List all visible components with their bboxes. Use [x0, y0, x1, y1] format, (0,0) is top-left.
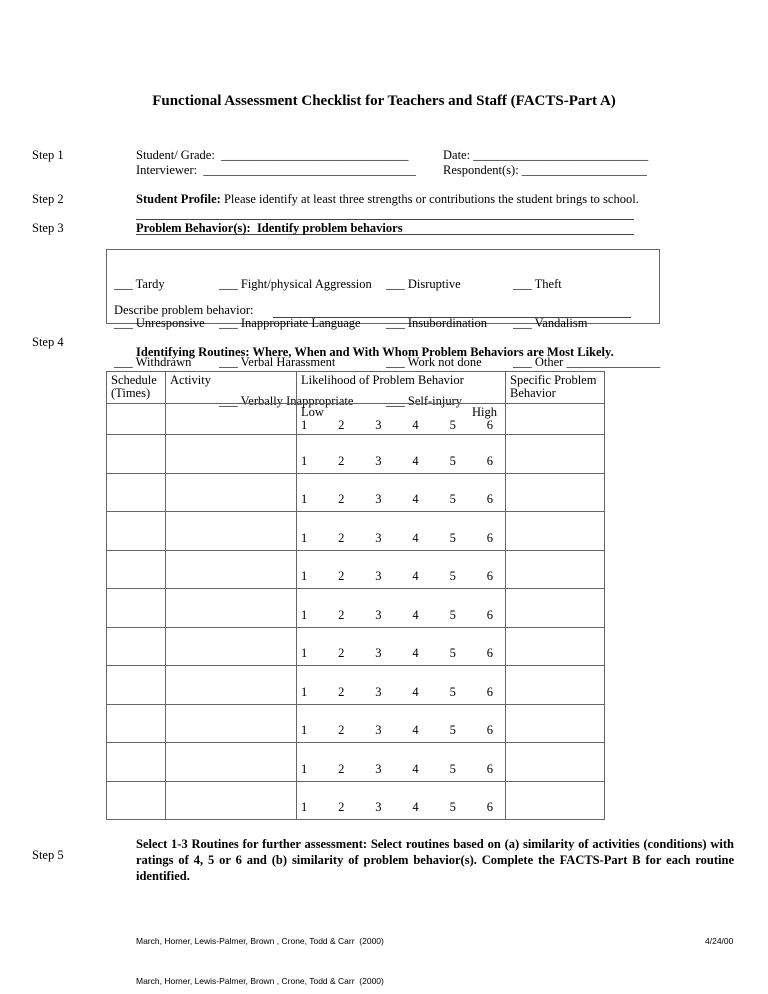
likelihood-rating-cell [297, 627, 506, 666]
rating-option[interactable]: 1 [301, 492, 308, 506]
rating-option[interactable]: 5 [449, 723, 456, 737]
behavior-item[interactable]: ___ Other _______________ [513, 355, 661, 369]
rating-option[interactable]: 2 [338, 761, 345, 776]
header-schedule: Schedule (Times) [107, 372, 166, 404]
rating-option[interactable]: 5 [449, 453, 456, 468]
rating-option[interactable]: 1 [301, 646, 308, 660]
rating-option[interactable]: 3 [375, 684, 382, 699]
rating-option[interactable]: 4 [412, 761, 419, 776]
rating-option[interactable]: 3 [375, 607, 382, 622]
high-label: High [472, 405, 497, 419]
rating-option[interactable]: 1 [301, 800, 308, 814]
behavior-item[interactable]: ___ Vandalism [513, 316, 588, 330]
page-title: Functional Assessment Checklist for Teachers and Staff (FACTS-Part A) [152, 93, 616, 109]
schedule-cell[interactable] [107, 550, 166, 589]
activity-cell[interactable] [166, 589, 297, 628]
rating-option[interactable]: 3 [375, 530, 382, 545]
rating-option[interactable]: 3 [375, 569, 382, 583]
rating-1: 1 [301, 418, 308, 432]
schedule-cell[interactable] [107, 704, 166, 743]
footer-citation: March, Horner, Lewis-Palmer, Brown , Crone, Todd & Carr (2000) [136, 936, 384, 946]
rating-option[interactable]: 4 [412, 646, 419, 660]
rating-option[interactable]: 4 [412, 569, 419, 583]
schedule-cell[interactable] [107, 404, 166, 435]
student-profile-text: Please identify at least three strengths or contributions the student brings to school. [220, 192, 639, 206]
step-2-label: Step 2 [32, 192, 64, 206]
rating-option[interactable]: 5 [449, 646, 456, 660]
rating-option[interactable]: 2 [338, 646, 345, 660]
table-row [107, 781, 605, 820]
rating-option[interactable]: 3 [375, 453, 382, 468]
schedule-cell[interactable] [107, 589, 166, 628]
schedule-cell[interactable] [107, 435, 166, 474]
problem-behaviors-label: Problem Behavior(s) [136, 221, 247, 235]
rating-option[interactable]: 6 [486, 453, 493, 468]
rating-option[interactable]: 4 [412, 453, 419, 468]
rating-option[interactable]: 2 [338, 684, 345, 699]
schedule-cell[interactable] [107, 627, 166, 666]
rating-option[interactable]: 1 [301, 723, 308, 737]
rating-option[interactable]: 4 [412, 607, 419, 622]
activity-cell[interactable] [166, 512, 297, 551]
behavior-item[interactable]: ___ Verbally Inappropriate [219, 394, 354, 408]
activity-cell[interactable] [166, 781, 297, 820]
scale-row [107, 404, 605, 435]
student-profile-prompt [136, 192, 639, 207]
footer-date: 4/24/00 [705, 936, 734, 946]
rating-option[interactable]: 1 [301, 684, 308, 699]
table-header-row [107, 372, 605, 404]
problem-behaviors-instruction: : Identify problem behaviors [246, 221, 403, 235]
routines-heading: Identifying Routines: Where, When and With Whom Problem Behaviors are Most Likely. [136, 345, 614, 359]
rating-option[interactable]: 2 [338, 530, 345, 545]
date-field[interactable]: Date: ____________________________ [443, 148, 649, 162]
activity-cell[interactable] [166, 704, 297, 743]
behavior-item[interactable]: ___ Verbal Harassment [219, 355, 336, 369]
behavior-item[interactable]: ___ Unresponsive [114, 316, 205, 330]
table-row [107, 512, 605, 551]
rating-option[interactable]: 3 [375, 723, 382, 737]
activity-cell[interactable] [166, 743, 297, 782]
step-5-instructions: Select 1-3 Routines for further assessment: Select routines based on (a) similarity of activities (conditions) with ratings of 4, 5 or 6 and (b) similarity of problem behavior(s). Complete the FACTS-Part B for each routine identified. [136, 837, 734, 883]
respondent-field[interactable]: Respondent(s): ____________________ [443, 163, 647, 177]
likelihood-rating-cell [297, 781, 506, 820]
rating-5: 5 [449, 418, 456, 432]
specific-behavior-cell[interactable] [506, 404, 605, 435]
rating-option[interactable]: 6 [486, 646, 493, 660]
rating-option[interactable]: 2 [338, 569, 345, 583]
behavior-item[interactable]: ___ Insubordination [386, 316, 488, 330]
likelihood-rating-cell [297, 435, 506, 474]
describe-behavior-label: Describe problem behavior: [114, 303, 254, 317]
problem-behaviors-heading [136, 221, 403, 236]
behavior-item[interactable]: ___ Theft [513, 277, 562, 291]
rating-option[interactable]: 4 [412, 723, 419, 737]
behavior-item[interactable]: ___ Fight/physical Aggression [219, 277, 372, 291]
schedule-cell[interactable] [107, 743, 166, 782]
schedule-cell[interactable] [107, 473, 166, 512]
activity-cell[interactable] [166, 627, 297, 666]
step-4-label: Step 4 [32, 335, 64, 349]
table-row [107, 666, 605, 705]
rating-option[interactable]: 1 [301, 530, 308, 545]
likelihood-rating-cell [297, 473, 506, 512]
rating-option[interactable]: 2 [338, 800, 345, 814]
schedule-cell[interactable] [107, 666, 166, 705]
likelihood-rating-cell [297, 589, 506, 628]
table-row [107, 435, 605, 474]
activity-cell[interactable] [166, 404, 297, 435]
rating-option[interactable]: 6 [486, 761, 493, 776]
rating-option[interactable]: 6 [486, 492, 493, 506]
activity-cell[interactable] [166, 473, 297, 512]
activity-cell[interactable] [166, 550, 297, 589]
header-activity: Activity [166, 372, 297, 404]
likelihood-scale-legend [297, 404, 506, 435]
step-5-label: Step 5 [32, 848, 64, 862]
rating-option[interactable]: 5 [449, 530, 456, 545]
rating-option[interactable]: 2 [338, 607, 345, 622]
rating-4: 4 [412, 418, 419, 432]
footer-citation-2: March, Horner, Lewis-Palmer, Brown , Crone, Todd & Carr (2000) [136, 976, 384, 986]
rating-option[interactable]: 3 [375, 761, 382, 776]
specific-behavior-cell[interactable] [506, 666, 605, 705]
rating-option[interactable]: 6 [486, 800, 493, 814]
header-specific-behavior: Specific Problem Behavior [506, 372, 605, 404]
likelihood-rating-cell [297, 704, 506, 743]
rating-option[interactable]: 3 [375, 492, 382, 506]
behavior-item[interactable]: ___ Inappropriate Language [219, 316, 361, 330]
student-profile-label: Student Profile: [136, 192, 221, 206]
rating-option[interactable]: 2 [338, 453, 345, 468]
rating-2: 2 [338, 418, 345, 432]
rating-option[interactable]: 1 [301, 761, 308, 776]
rating-option[interactable]: 2 [338, 492, 345, 506]
rating-option[interactable]: 6 [486, 607, 493, 622]
step-3-label: Step 3 [32, 221, 64, 235]
rating-option[interactable]: 3 [375, 646, 382, 660]
describe-behavior-line[interactable] [273, 317, 631, 318]
rating-option[interactable]: 1 [301, 569, 308, 583]
rating-option[interactable]: 6 [486, 684, 493, 699]
specific-behavior-cell[interactable] [506, 550, 605, 589]
specific-behavior-cell[interactable] [506, 512, 605, 551]
rating-option[interactable]: 6 [486, 569, 493, 583]
table-row [107, 743, 605, 782]
rating-option[interactable]: 1 [301, 607, 308, 622]
rating-option[interactable]: 2 [338, 723, 345, 737]
likelihood-rating-cell [297, 512, 506, 551]
behavior-item[interactable]: ___ Tardy [114, 277, 165, 291]
table-row [107, 473, 605, 512]
rating-option[interactable]: 6 [486, 530, 493, 545]
rating-option[interactable]: 5 [449, 684, 456, 699]
table-row [107, 704, 605, 743]
rating-option[interactable]: 5 [449, 761, 456, 776]
rating-option[interactable]: 4 [412, 492, 419, 506]
specific-behavior-cell[interactable] [506, 627, 605, 666]
behavior-item[interactable]: ___ Self-injury [386, 394, 463, 408]
specific-behavior-cell[interactable] [506, 473, 605, 512]
likelihood-rating-cell [297, 743, 506, 782]
rating-option[interactable]: 5 [449, 569, 456, 583]
routines-table [106, 371, 605, 820]
specific-behavior-cell[interactable] [506, 704, 605, 743]
activity-cell[interactable] [166, 435, 297, 474]
rating-option[interactable]: 1 [301, 453, 308, 468]
interviewer-field[interactable]: Interviewer: __________________________________ [136, 163, 416, 177]
rating-3: 3 [375, 418, 382, 432]
specific-behavior-cell[interactable] [506, 435, 605, 474]
specific-behavior-cell[interactable] [506, 781, 605, 820]
behavior-item[interactable]: ___ Work not done [386, 355, 482, 369]
rating-option[interactable]: 5 [449, 800, 456, 814]
table-row [107, 589, 605, 628]
rating-option[interactable]: 3 [375, 800, 382, 814]
table-row [107, 627, 605, 666]
specific-behavior-cell[interactable] [506, 743, 605, 782]
header-likelihood: Likelihood of Problem Behavior [297, 372, 506, 404]
activity-cell[interactable] [166, 666, 297, 705]
schedule-cell[interactable] [107, 512, 166, 551]
rating-6: 6 [486, 418, 493, 432]
rating-option[interactable]: 4 [412, 684, 419, 699]
profile-line-1[interactable] [136, 219, 634, 220]
low-label: Low [301, 405, 324, 419]
rating-option[interactable]: 6 [486, 723, 493, 737]
rating-option[interactable]: 5 [449, 492, 456, 506]
student-grade-field[interactable]: Student/ Grade: ______________________________ [136, 148, 409, 162]
rating-option[interactable]: 5 [449, 607, 456, 622]
behavior-item[interactable]: ___ Disruptive [386, 277, 461, 291]
step-1-label: Step 1 [32, 148, 64, 162]
specific-behavior-cell[interactable] [506, 589, 605, 628]
rating-option[interactable]: 4 [412, 530, 419, 545]
schedule-cell[interactable] [107, 781, 166, 820]
likelihood-rating-cell [297, 550, 506, 589]
behavior-item[interactable]: ___ Withdrawn [114, 355, 192, 369]
likelihood-rating-cell [297, 666, 506, 705]
table-row [107, 550, 605, 589]
rating-option[interactable]: 4 [412, 800, 419, 814]
